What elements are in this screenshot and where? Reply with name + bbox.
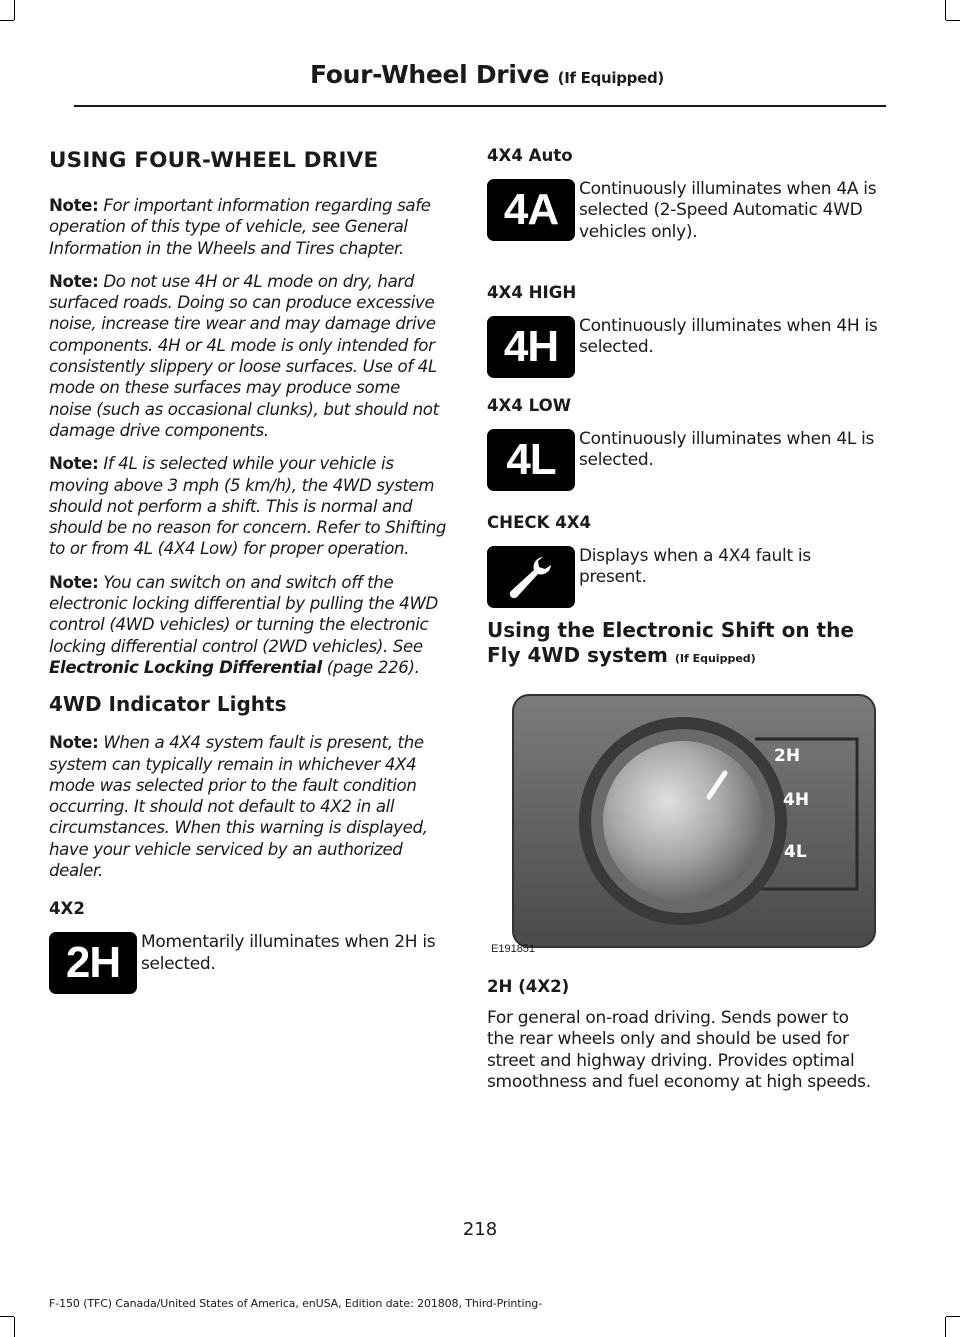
note-label: Note: — [49, 271, 99, 291]
right-column — [487, 146, 879, 1093]
note-text: (page 226). — [321, 657, 420, 677]
indicator-label-high: 4X4 HIGH — [487, 283, 577, 302]
note-paragraph — [49, 195, 447, 259]
indicator-check-description: Displays when a 4X4 fault is present. — [579, 546, 811, 588]
note-label: Note: — [49, 572, 99, 592]
note-label: Note: — [49, 454, 99, 474]
esof-title-text: Using the Electronic Shift on the Fly 4WD system — [487, 618, 854, 667]
note-text: For important information regarding safe operation of this type of vehicle, see General Information in the Wheels and Tires chapter. — [49, 196, 431, 258]
indicator-row-4a — [487, 179, 879, 265]
indicator-4a-description: Continuously illuminates when 4A is selected (2-Speed Automatic 4WD vehicles only). — [579, 179, 877, 242]
note-paragraph — [49, 271, 447, 441]
esof-title-suffix: (If Equipped) — [674, 652, 756, 665]
indicator-label-low: 4X4 LOW — [487, 396, 572, 415]
note-paragraph — [49, 732, 447, 881]
knob-label-4h: 4H — [783, 790, 810, 810]
indicator-4h-description: Continuously illuminates when 4H is selected. — [579, 316, 878, 358]
indicator-row-2h — [49, 932, 447, 1012]
wrench-icon — [487, 546, 575, 608]
crop-mark — [0, 20, 14, 21]
knob-label-2h: 2H — [774, 746, 801, 766]
note-text: When a 4X4 system fault is present, the system can typically remain in whichever 4X4 mode was selected prior to the fault condition occurring. It should not default to 4X2 in all circumstances. When this warning is displayed, have your vehicle serviced by an authorized dealer. — [49, 733, 428, 881]
knob-label-4l: 4L — [784, 842, 807, 862]
page-number: 218 — [462, 1219, 498, 1240]
note-label: Note: — [49, 733, 99, 753]
indicator-row-4h — [487, 316, 879, 378]
crop-mark — [945, 0, 946, 20]
indicator-4l-description: Continuously illuminates when 4L is selected. — [579, 429, 875, 471]
indicator-2h-icon: 2H — [49, 932, 137, 994]
indicator-row-check — [487, 546, 879, 618]
indicator-2h-description: Momentarily illuminates when 2H is selected. — [141, 932, 436, 974]
note-text: You can switch on and switch off the electronic locking differential by pulling the 4WD control (4WD vehicles) or turning the electronic locking differential control (2WD vehicles). See — [49, 572, 438, 656]
note-text: Do not use 4H or 4L mode on dry, hard surfaced roads. Doing so can produce excessive noise, increase tire wear and may damage drive components. 4H or 4L mode is only intended for consistently slippery or loose surfaces. Use of 4L mode on these surfaces may produce some noise (such as occasional clunks), but should not damage drive components. — [49, 271, 439, 440]
four-wd-control-figure — [487, 687, 879, 955]
crop-mark — [946, 20, 960, 21]
crop-mark — [0, 1316, 14, 1317]
mode-title: 2H (4X2) — [487, 977, 570, 996]
crop-mark — [14, 1317, 15, 1337]
indicator-4a-icon: 4A — [487, 179, 575, 241]
indicator-label-check: CHECK 4X4 — [487, 513, 592, 532]
subsection-title: 4WD Indicator Lights — [49, 692, 287, 717]
header-title-suffix: (If Equipped) — [557, 69, 664, 87]
indicator-label-4x2: 4X2 — [49, 899, 85, 919]
crop-mark — [14, 0, 15, 20]
note-label: Note: — [49, 196, 99, 215]
indicator-row-4l — [487, 429, 879, 495]
page-header-title — [310, 60, 664, 89]
note-paragraph — [49, 453, 447, 559]
header-title-text: Four-Wheel Drive — [309, 60, 550, 89]
indicator-4l-icon: 4L — [487, 429, 575, 491]
figure-code: E191851 — [491, 943, 536, 955]
page-footer: F-150 (TFC) Canada/United States of America, enUSA, Edition date: 201808, Third-Printing- — [49, 1297, 543, 1310]
esof-section-title — [487, 618, 879, 671]
header-divider — [74, 105, 886, 107]
crop-mark — [945, 1317, 946, 1337]
section-title: USING FOUR-WHEEL DRIVE — [49, 148, 379, 173]
indicator-4h-icon: 4H — [487, 316, 575, 378]
left-column — [49, 140, 447, 1012]
note-text: If 4L is selected while your vehicle is moving above 3 mph (5 km/h), the 4WD system should not perform a shift. This is normal and should be no reason for concern. Refer to Shifting to or from 4L (4X4 Low) for proper operation. — [49, 454, 447, 559]
mode-description: For general on-road driving. Sends power to the rear wheels only and should be used for street and highway driving. Provides optimal smoothness and fuel economy at high speeds. — [487, 1008, 871, 1092]
cross-reference-link[interactable]: Electronic Locking Differential — [49, 657, 322, 677]
crop-mark — [946, 1316, 960, 1317]
four-wd-knob-illustration — [487, 687, 879, 955]
note-paragraph — [49, 572, 447, 678]
indicator-label-auto: 4X4 Auto — [487, 146, 573, 165]
